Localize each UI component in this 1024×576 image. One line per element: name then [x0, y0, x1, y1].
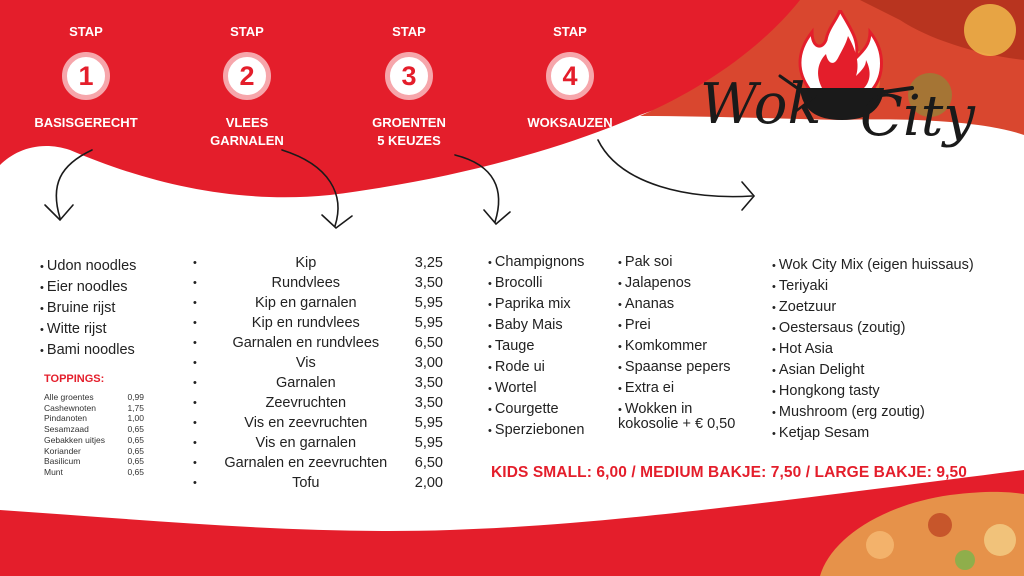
list-item	[44, 456, 144, 467]
list-item	[193, 333, 443, 353]
topping-price: 0,65	[127, 445, 144, 456]
list-item: • Hongkong tasty	[772, 381, 974, 402]
list-item: • Baby Mais	[488, 315, 584, 336]
topping-name: Gebakken uitjes	[44, 434, 105, 445]
list-item	[44, 435, 144, 446]
item-price: 3,50	[414, 375, 443, 391]
topping-price: 1,75	[127, 402, 144, 413]
item-name: • Tofu	[292, 475, 320, 491]
vegetables-list-2	[618, 252, 731, 420]
list-item: • Courgette	[488, 399, 584, 420]
item-price: 3,50	[414, 275, 443, 291]
list-item: • Prei	[618, 315, 731, 336]
topping-name: Munt	[44, 466, 63, 477]
item-name: • Zeevruchten	[265, 395, 347, 411]
item-name: • Vis	[295, 355, 316, 371]
step-3-name-line2: 5 KEUZES	[377, 133, 441, 148]
base-items-list	[40, 256, 136, 361]
logo-text-city: City	[860, 84, 975, 149]
list-item: • Zoetzuur	[772, 297, 974, 318]
list-item: • Bami noodles	[40, 340, 136, 361]
step-2-stap-label: STAP	[230, 24, 264, 39]
topping-price: 0,65	[127, 466, 144, 477]
list-item: • Eier noodles	[40, 277, 136, 298]
list-item	[193, 273, 443, 293]
step-3-name-line1: GROENTEN	[372, 115, 446, 130]
list-item	[193, 373, 443, 393]
list-item	[193, 433, 443, 453]
list-item: • Wortel	[488, 378, 584, 399]
topping-price: 1,00	[127, 413, 144, 424]
list-item: • Spaanse pepers	[618, 357, 731, 378]
list-item	[193, 413, 443, 433]
step-1-number-badge: 1	[62, 52, 110, 100]
list-item: • Hot Asia	[772, 339, 974, 360]
list-item: • Teriyaki	[772, 276, 974, 297]
sauces-list	[772, 255, 974, 444]
topping-name: Koriander	[44, 445, 81, 456]
topping-price: 0,65	[127, 456, 144, 467]
item-name: • Kip	[295, 255, 317, 271]
list-item: • Sperziebonen	[488, 420, 584, 441]
toppings-title: TOPPINGS:	[44, 373, 105, 385]
item-name: • Vis en zeevruchten	[244, 415, 368, 431]
step-4-number-badge: 4	[546, 52, 594, 100]
list-item: • Mushroom (erg zoutig)	[772, 402, 974, 423]
list-item: • Bruine rijst	[40, 298, 136, 319]
list-item	[44, 467, 144, 478]
list-item: • Ananas	[618, 294, 731, 315]
item-price: 2,00	[414, 475, 443, 491]
size-prices: KIDS SMALL: 6,00 / MEDIUM BAKJE: 7,50 / LARGE BAKJE: 9,50	[491, 464, 967, 481]
logo-text-wok: Wok	[700, 72, 822, 137]
step-3-stap-label: STAP	[392, 24, 426, 39]
list-item	[193, 393, 443, 413]
list-item: • Ketjap Sesam	[772, 423, 974, 444]
step-1-name: BASISGERECHT	[34, 115, 138, 130]
item-price: 5,95	[414, 315, 443, 331]
item-price: 3,25	[414, 255, 443, 271]
item-name: • Garnalen en rundvlees	[232, 335, 380, 351]
item-price: 5,95	[414, 295, 443, 311]
topping-name: Basilicum	[44, 456, 81, 467]
list-item: • Tauge	[488, 336, 584, 357]
list-item	[193, 473, 443, 493]
list-item: • Pak soi	[618, 252, 731, 273]
list-item	[193, 293, 443, 313]
list-item: • Udon noodles	[40, 256, 136, 277]
item-price: 3,00	[414, 355, 443, 371]
topping-price: 0,65	[127, 434, 144, 445]
topping-name: Pindanoten	[44, 413, 88, 424]
step-2-name-line2: GARNALEN	[210, 133, 284, 148]
step-4-name: WOKSAUZEN	[527, 115, 613, 130]
list-item	[193, 253, 443, 273]
item-price: 6,50	[414, 455, 443, 471]
item-price: 5,95	[414, 435, 443, 451]
step-2-number-badge: 2	[223, 52, 271, 100]
list-item	[44, 446, 144, 457]
list-item: • Jalapenos	[618, 273, 731, 294]
item-name: • Garnalen	[275, 375, 336, 391]
item-price: 5,95	[414, 415, 443, 431]
item-name: • Rundvlees	[271, 275, 341, 291]
item-name: • Kip en rundvlees	[251, 315, 360, 331]
list-item: • Extra ei	[618, 378, 731, 399]
list-item: • Komkommer	[618, 336, 731, 357]
list-item	[44, 403, 144, 414]
list-item	[193, 353, 443, 373]
step-1-stap-label: STAP	[69, 24, 103, 39]
list-item	[193, 453, 443, 473]
list-item: • Wokken in	[618, 399, 731, 420]
item-name: • Vis en garnalen	[255, 435, 357, 451]
topping-price: 0,99	[127, 392, 144, 402]
step-4-stap-label: STAP	[553, 24, 587, 39]
list-item: • Paprika mix	[488, 294, 584, 315]
list-item: • Oestersaus (zoutig)	[772, 318, 974, 339]
list-item: • Rode ui	[488, 357, 584, 378]
item-name: • Garnalen en zeevruchten	[224, 455, 388, 471]
list-item: • Wok City Mix (eigen huissaus)	[772, 255, 974, 276]
meat-items-list	[193, 253, 443, 493]
vegetables-list-1	[488, 252, 584, 441]
list-item: • Champignons	[488, 252, 584, 273]
coconut-oil-surcharge: kokosolie + € 0,50	[618, 416, 736, 432]
item-price: 3,50	[414, 395, 443, 411]
toppings-list	[44, 392, 144, 478]
wok-city-logo	[700, 10, 980, 160]
topping-name: Cashewnoten	[44, 402, 96, 413]
list-item	[44, 424, 144, 435]
topping-price: 0,65	[127, 424, 144, 435]
step-3-number-badge: 3	[385, 52, 433, 100]
list-item: • Witte rijst	[40, 319, 136, 340]
step-2-name-line1: VLEES	[225, 115, 269, 130]
topping-name: Sesamzaad	[44, 424, 89, 435]
list-item	[44, 413, 144, 424]
topping-name: Alle groentes	[44, 392, 94, 402]
list-item: • Asian Delight	[772, 360, 974, 381]
list-item: • Brocolli	[488, 273, 584, 294]
item-name: • Kip en garnalen	[255, 295, 357, 311]
item-price: 6,50	[414, 335, 443, 351]
list-item	[44, 392, 144, 403]
list-item	[193, 313, 443, 333]
